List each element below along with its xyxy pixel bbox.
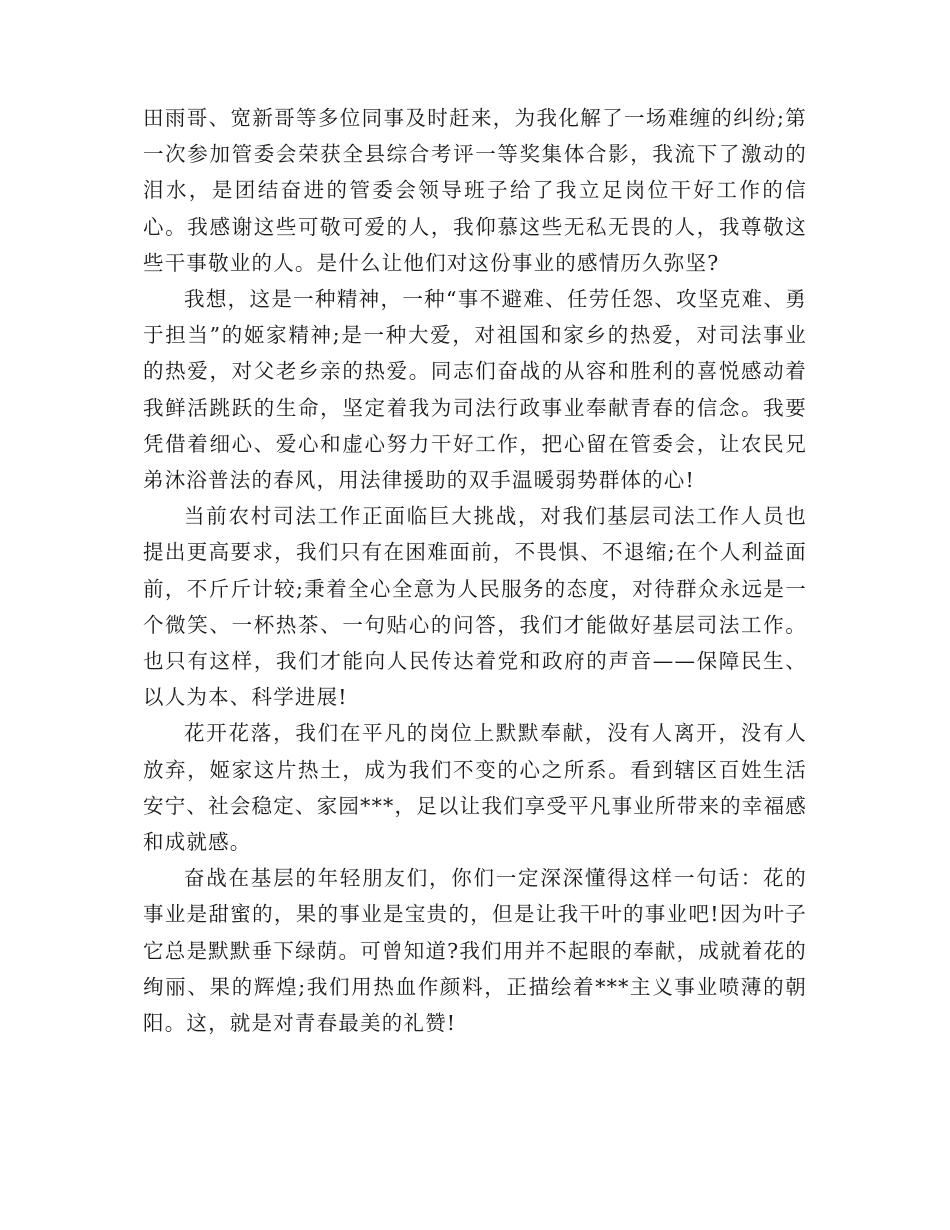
- paragraph-spirit: 我想，这是一种精神，一种“事不避难、任劳任怨、攻坚克难、勇于担当”的姬家精神;是一种大爱，对祖国和家乡的热爱，对司法事业的热爱，对父老乡亲的热爱。同志们奋战的从容和胜利的喜悦感动着我鲜活跳跃的生命，坚定着我为司法行政事业奉献青春的信念。我要凭借着细心、爱心和虚心努力干好工作，把心留在管委会，让农民兄弟沐浴普法的春风，用法律援助的双手温暖弱势群体的心!: [143, 287, 807, 493]
- paragraph-youth: 奋战在基层的年轻朋友们，你们一定深深懂得这样一句话：花的事业是甜蜜的，果的事业是宝贵的，但是让我干叶的事业吧!因为叶子它总是默默垂下绿荫。可曾知道?我们用并不起眼的奉献，成就着花的绚丽、果的辉煌;我们用热血作颜料，正描绘着***主义事业喷薄的朝阳。这，就是对青春最美的礼赞!: [143, 866, 807, 1036]
- paragraph-devotion: 花开花落，我们在平凡的岗位上默默奉献，没有人离开，没有人放弃，姬家这片热土，成为我们不变的心之所系。看到辖区百姓生活安宁、社会稳定、家园***，足以让我们享受平凡事业所带来的幸福感和成就感。: [143, 721, 807, 855]
- document-page: [143, 100, 807, 1041]
- paragraph-continued: 田雨哥、宽新哥等多位同事及时赶来，为我化解了一场难缠的纠纷;第一次参加管委会荣获全县综合考评一等奖集体合影，我流下了激动的泪水，是团结奋进的管委会领导班子给了我立足岗位干好工作的信心。我感谢这些可敬可爱的人，我仰慕这些无私无畏的人，我尊敬这些干事敬业的人。是什么让他们对这份事业的感情历久弥坚?: [143, 106, 807, 275]
- paragraph-challenge: 当前农村司法工作正面临巨大挑战，对我们基层司法工作人员也提出更高要求，我们只有在困难面前，不畏惧、不退缩;在个人利益面前，不斤斤计较;秉着全心全意为人民服务的态度，对待群众永远是一个微笑、一杯热茶、一句贴心的问答，我们才能做好基层司法工作。也只有这样，我们才能向人民传达着党和政府的声音——保障民生、以人为本、科学进展!: [143, 504, 807, 710]
